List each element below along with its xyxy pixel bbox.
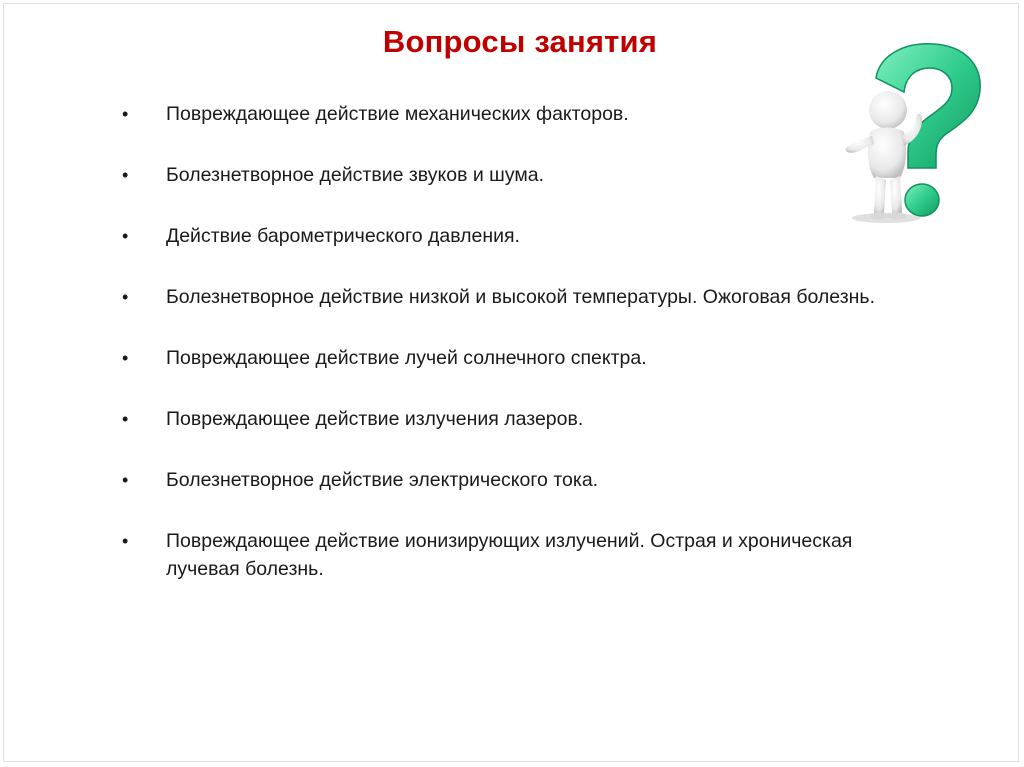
list-item <box>122 100 922 128</box>
list-item <box>122 283 922 311</box>
list-item <box>122 161 922 189</box>
bullet-icon: • <box>122 287 129 307</box>
list-item-text: Болезнетворное действие электрического тока. <box>166 469 599 491</box>
bullet-icon: • <box>122 531 129 551</box>
list-item <box>122 527 922 583</box>
bullet-icon: • <box>122 409 129 429</box>
list-item-text: Повреждающее действие лучей солнечного спектра. <box>166 347 647 369</box>
list-item-text: Действие барометрического давления. <box>166 225 520 247</box>
bullet-icon: • <box>122 165 129 185</box>
list-item <box>122 466 922 494</box>
bullet-icon: • <box>122 348 129 368</box>
list-item-text: Болезнетворное действие низкой и высокой температуры. Ожоговая болезнь. <box>166 286 875 308</box>
list-item-text: Повреждающее действие излучения лазеров. <box>166 408 584 430</box>
list-item <box>122 405 922 433</box>
bullet-icon: • <box>122 226 129 246</box>
person-with-question-mark-icon <box>836 40 986 225</box>
list-item <box>122 344 922 372</box>
list-item-text: Болезнетворное действие звуков и шума. <box>166 164 545 186</box>
list-item <box>122 222 922 250</box>
list-item-text: Повреждающее действие ионизирующих излучений. Острая и хроническая лучевая болезнь. <box>166 530 853 580</box>
bullet-icon: • <box>122 470 129 490</box>
slide-title: Вопросы занятия <box>382 24 658 59</box>
topics-list <box>122 100 922 583</box>
bullet-icon: • <box>122 104 129 124</box>
list-item-text: Повреждающее действие механических факторов. <box>166 103 629 125</box>
